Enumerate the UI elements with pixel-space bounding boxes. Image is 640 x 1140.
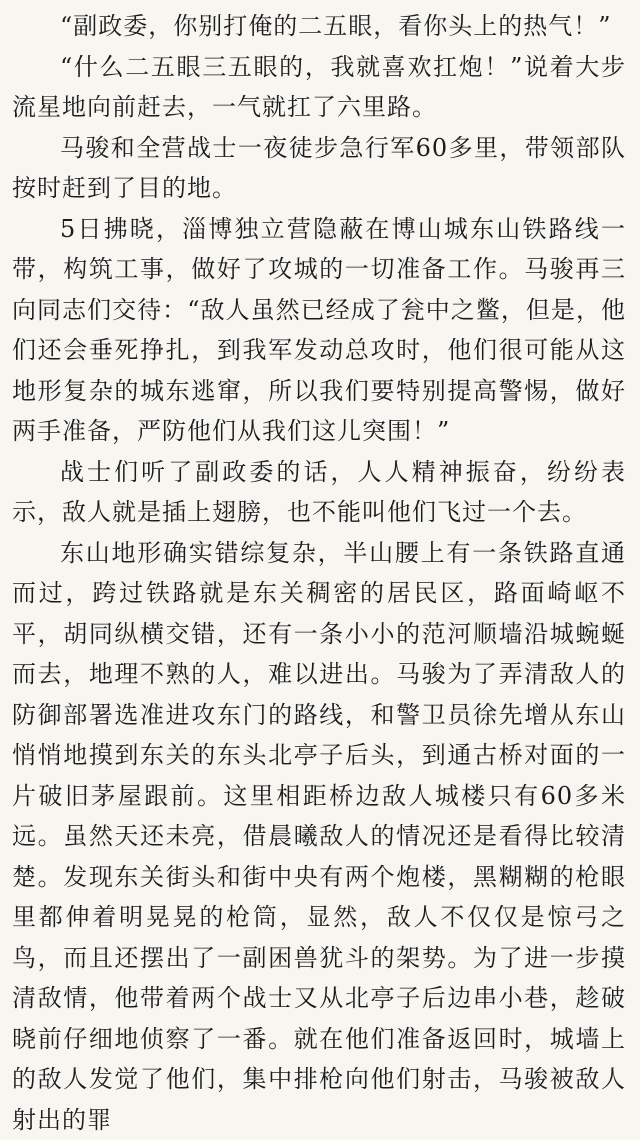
paragraph-4: 5日拂晓，淄博独立营隐蔽在博山城东山铁路线一带，构筑工事，做好了攻城的一切准备工作。马骏再三向同志们交待：“敌人虽然已经成了瓮中之鳖，但是，他们还会垂死挣扎，到我军发动总攻时，他们很可能从这地形复杂的城东逃窜，所以我们要特别提高警惕，做好两手准备，严防他们从我们这儿突围！” <box>12 209 626 452</box>
paragraph-6: 东山地形确实错综复杂，半山腰上有一条铁路直通而过，跨过铁路就是东关稠密的居民区，路面崎岖不平，胡同纵横交错，还有一条小小的范河顺墙沿城蜿蜒而去，地理不熟的人，难以进出。马骏为了弄清敌人的防御部署选准进攻东门的路线，和警卫员徐先增从东山悄悄地摸到东关的东头北亭子后头，到通古桥对面的一片破旧茅屋跟前。这里相距桥边敌人城楼只有60多米远。虽然天还未亮，借晨曦敌人的情况还是看得比较清楚。发现东关街头和街中央有两个炮楼，黑糊糊的枪眼里都伸着明晃晃的枪筒，显然，敌人不仅仅是惊弓之鸟，而且还摆出了一副困兽犹斗的架势。为了进一步摸清敌情，他带着两个战士又从北亭子后边串小巷，趁破晓前仔细地侦察了一番。就在他们准备返回时，城墙上的敌人发觉了他们，集中排枪向他们射击，马骏被敌人射出的罪 <box>12 533 626 1140</box>
paragraph-1: “副政委，你别打俺的二五眼，看你头上的热气！” <box>12 6 626 47</box>
paragraph-3: 马骏和全营战士一夜徒步急行军60多里，带领部队按时赶到了目的地。 <box>12 128 626 209</box>
paragraph-2: “什么二五眼三五眼的，我就喜欢扛炮！”说着大步流星地向前赶去，一气就扛了六里路。 <box>12 47 626 128</box>
paragraph-5: 战士们听了副政委的话，人人精神振奋，纷纷表示，敌人就是插上翅膀，也不能叫他们飞过一个去。 <box>12 452 626 533</box>
